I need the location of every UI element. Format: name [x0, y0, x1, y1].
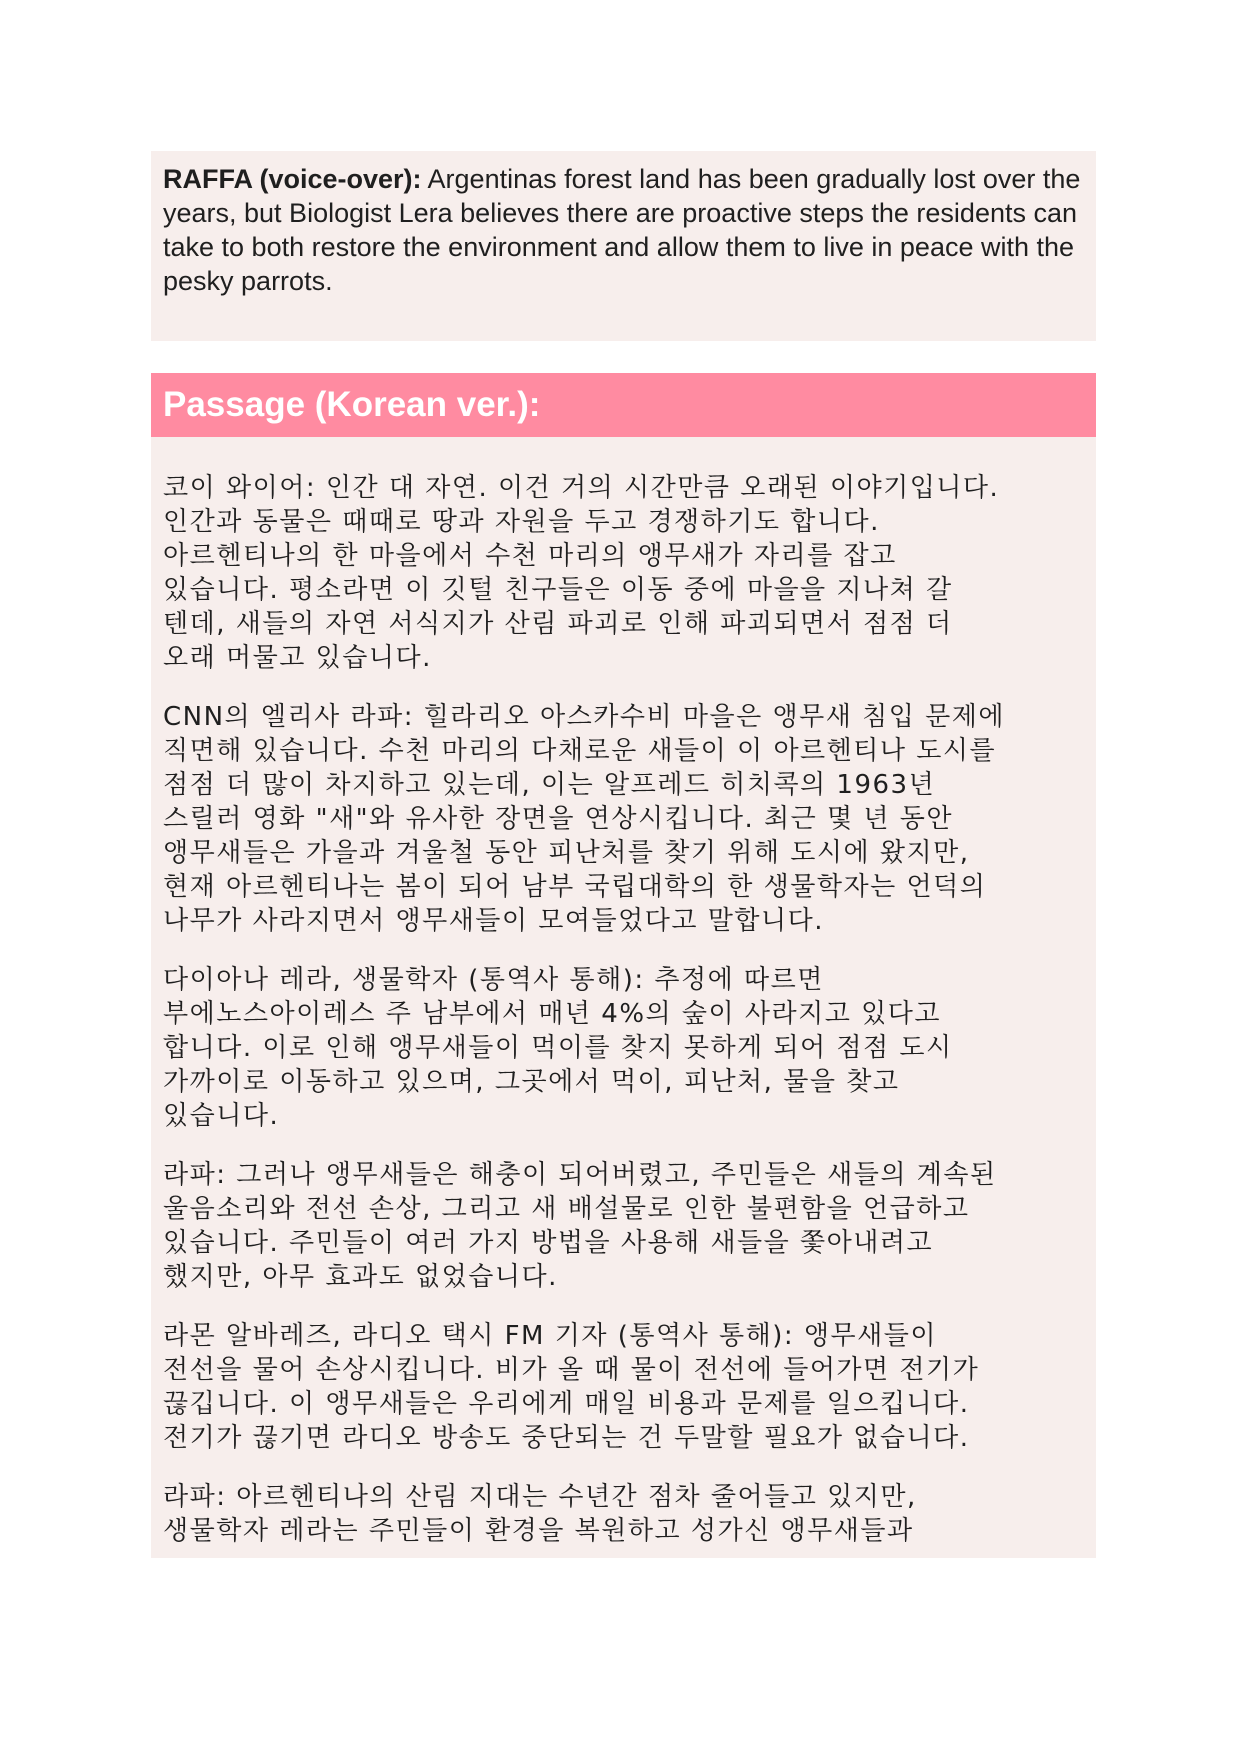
intro-speaker: RAFFA (voice-over): — [163, 164, 422, 194]
passage-line: 울음소리와 전선 손상, 그리고 새 배설물로 인한 불편함을 언급하고 — [163, 1194, 970, 1224]
passage-line: 있습니다. 주민들이 여러 가지 방법을 사용해 새들을 쫓아내려고 — [163, 1228, 934, 1258]
passage-line: CNN의 엘리사 라파: 힐라리오 아스카수비 마을은 앵무새 침입 문제에 — [163, 702, 1005, 732]
passage-line: 라파: 그러나 앵무새들은 해충이 되어버렸고, 주민들은 새들의 계속된 — [163, 1160, 997, 1190]
passage-line: 인간과 동물은 때때로 땅과 자원을 두고 경쟁하기도 합니다. — [163, 507, 880, 537]
intro-box — [151, 151, 1096, 341]
passage-line: 전기가 끊기면 라디오 방송도 중단되는 건 두말할 필요가 없습니다. — [163, 1423, 970, 1453]
passage-paragraph-3 — [163, 963, 1084, 1133]
section-header — [151, 373, 1096, 437]
section-title: Passage (Korean ver.): — [163, 385, 541, 424]
intro-text: Argentinas forest land has been gradually lost over the years, but Biologist Lera believes there are proactive steps the residents can take to both restore the environment and allow them to live in peace with the pesky parrots. — [163, 164, 1081, 296]
passage-line: 스릴러 영화 "새"와 유사한 장면을 연상시킵니다. 최근 몇 년 동안 — [163, 804, 953, 834]
passage-line: 끊깁니다. 이 앵무새들은 우리에게 매일 비용과 문제를 일으킵니다. — [163, 1389, 970, 1419]
passage-line: 생물학자 레라는 주민들이 환경을 복원하고 성가신 앵무새들과 — [163, 1516, 914, 1546]
passage-paragraph-2 — [163, 700, 1084, 938]
passage-line: 합니다. 이로 인해 앵무새들이 먹이를 찾지 못하게 되어 점점 도시 — [163, 1033, 953, 1063]
passage-line: 전선을 물어 손상시킵니다. 비가 올 때 물이 전선에 들어가면 전기가 — [163, 1355, 980, 1385]
intro-paragraph — [163, 162, 1084, 298]
passage-line: 아르헨티나의 한 마을에서 수천 마리의 앵무새가 자리를 잡고 — [163, 541, 897, 571]
passage-line: 가까이로 이동하고 있으며, 그곳에서 먹이, 피난처, 물을 찾고 — [163, 1067, 900, 1097]
passage-line: 직면해 있습니다. 수천 마리의 다채로운 새들이 이 아르헨티나 도시를 — [163, 736, 997, 766]
passage-paragraph-5 — [163, 1319, 1084, 1455]
passage-line: 있습니다. — [163, 1101, 280, 1131]
passage-line: 했지만, 아무 효과도 없었습니다. — [163, 1262, 558, 1292]
passage-line: 나무가 사라지면서 앵무새들이 모여들었다고 말합니다. — [163, 906, 824, 936]
passage-line: 다이아나 레라, 생물학자 (통역사 통해): 추정에 따르면 — [163, 965, 824, 995]
passage-line: 현재 아르헨티나는 봄이 되어 남부 국립대학의 한 생물학자는 언덕의 — [163, 872, 987, 902]
passage-line: 라몬 알바레즈, 라디오 택시 FM 기자 (통역사 통해): 앵무새들이 — [163, 1321, 937, 1351]
passage-line: 부에노스아이레스 주 남부에서 매년 4%의 숲이 사라지고 있다고 — [163, 999, 942, 1029]
passage-paragraph-6 — [163, 1480, 1084, 1548]
passage-line: 점점 더 많이 차지하고 있는데, 이는 알프레드 히치콕의 1963년 — [163, 770, 936, 800]
passage-line: 있습니다. 평소라면 이 깃털 친구들은 이동 중에 마을을 지나쳐 갈 — [163, 575, 953, 605]
passage-line: 라파: 아르헨티나의 산림 지대는 수년간 점차 줄어들고 있지만, — [163, 1482, 917, 1512]
korean-passage — [151, 437, 1096, 1558]
passage-paragraph-1 — [163, 471, 1084, 675]
passage-line: 오래 머물고 있습니다. — [163, 643, 432, 673]
passage-line: 텐데, 새들의 자연 서식지가 산림 파괴로 인해 파괴되면서 점점 더 — [163, 609, 953, 639]
passage-paragraph-4 — [163, 1158, 1084, 1294]
passage-line: 앵무새들은 가을과 겨울철 동안 피난처를 찾기 위해 도시에 왔지만, — [163, 838, 970, 868]
passage-line: 코이 와이어: 인간 대 자연. 이건 거의 시간만큼 오래된 이야기입니다. — [163, 473, 1000, 503]
